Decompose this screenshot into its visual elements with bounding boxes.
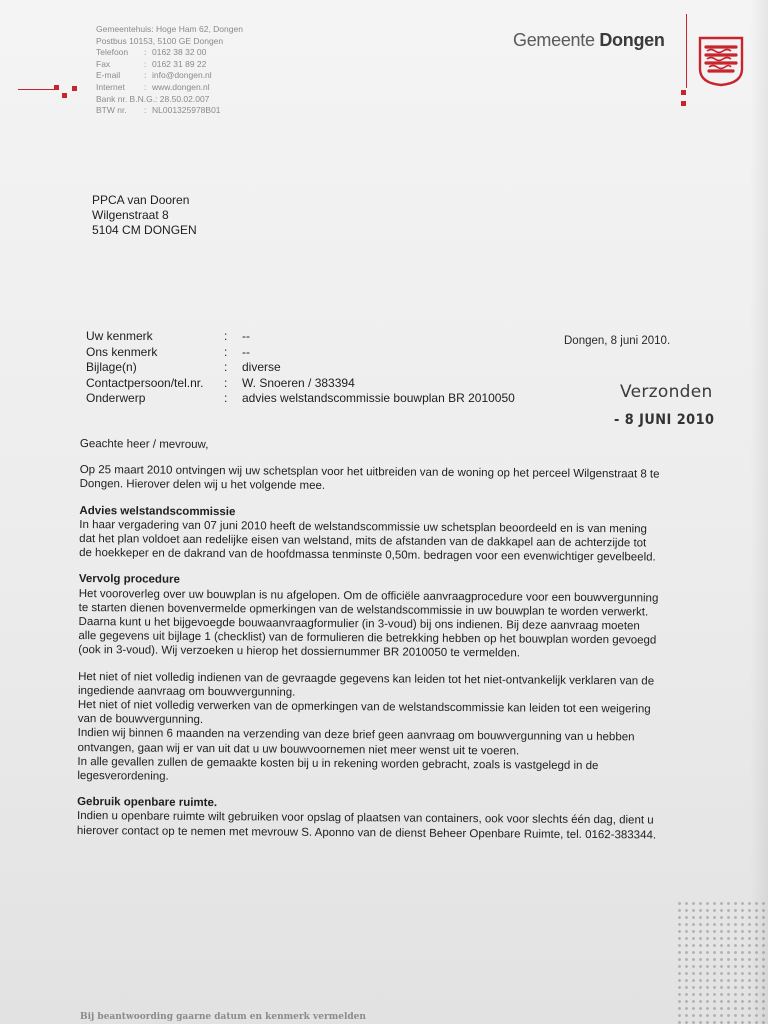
sent-stamp-date: - 8 JUNI 2010 — [614, 412, 715, 428]
sender-line-value: 0162 31 89 22 — [152, 58, 207, 69]
recipient-name: PPCA van Dooren — [92, 193, 190, 207]
sender-line-sep: : — [144, 58, 147, 69]
reference-colon: : — [224, 375, 228, 390]
reference-colon: : — [224, 344, 228, 359]
section-heading-public-space: Gebruik openbare ruimte. — [77, 796, 218, 810]
sender-line — [96, 47, 243, 59]
consequence-line: Indien wij binnen 6 maanden na verzending van deze brief geen aanvraag om bouwvergunning van u hebben ontvangen, gaan wij er van uit dat u uw bouwvoornemen niet meer wenst uit te voeren. — [77, 727, 635, 758]
recipient-city: 5104 CM DONGEN — [92, 223, 197, 237]
sender-line-text: Bank nr. B.N.G.: 28.50.02.007 — [96, 93, 210, 104]
reference-row — [86, 376, 515, 392]
sender-line-key: Internet — [96, 81, 125, 92]
salutation: Geachte heer / mevrouw, — [79, 437, 209, 452]
sender-line — [96, 82, 243, 94]
sender-address-block — [96, 24, 243, 117]
municipality-logo-text — [513, 30, 665, 51]
reference-row — [86, 360, 515, 376]
letter-body — [77, 437, 660, 854]
reference-row — [86, 391, 515, 407]
reference-value: -- — [242, 344, 250, 359]
reference-label: Uw kenmerk — [86, 329, 153, 343]
advice-paragraph: In haar vergadering van 07 juni 2010 heeft de welstandscommissie uw schetsplan beoordeeld en is van mening dat het plan voldoet aan redelijke eisen van welstand, mits de afstanden van de dakkapel aan de achterzijde tot de hoekkeper en de dakrand van de hoofdmassa tenminste 0,50m. bedragen voor een evenwichtiger gevelbeeld. — [79, 518, 656, 564]
reference-colon: : — [224, 391, 228, 405]
municipality-crest-icon — [697, 35, 745, 87]
consequence-line: Het niet of niet volledig indienen van de gevraagde gegevens kan leiden tot het niet-ontvankelijk verklaren van de ingediende aanvraag om bouwvergunning. — [77, 670, 655, 699]
reference-label: Onderwerp — [86, 391, 146, 405]
letterhead-red-square — [54, 85, 59, 90]
sender-line-value: 0162 38 32 00 — [152, 47, 207, 58]
sender-line — [96, 105, 243, 117]
brand-prefix: Gemeente — [513, 30, 600, 50]
sender-line-sep: : — [144, 47, 147, 58]
sent-stamp-label: Verzonden — [620, 382, 713, 402]
sender-line — [96, 94, 243, 106]
consequence-line: In alle gevallen zullen de gemaakte kosten bij u in rekening worden gebracht, zoals is vastgelegd in de legesverordening. — [77, 755, 599, 783]
reference-row — [86, 329, 515, 345]
letter-date: Dongen, 8 juni 2010. — [564, 335, 671, 347]
reference-block — [86, 329, 515, 407]
sender-line-key: Telefoon — [96, 47, 129, 58]
recipient-address — [92, 193, 197, 238]
section-heading-advice: Advies welstandscommissie — [79, 504, 236, 518]
sender-line-key: E-mail — [96, 70, 121, 81]
reference-value: -- — [242, 329, 250, 343]
procedure-paragraph: Het vooroverleg over uw bouwplan is nu afgelopen. Om de officiële aanvraagprocedure voor een bouwvergunning te starten dienen bovenvermelde opmerkingen van de welstandscommissie in uw bouwplan te worden verwerkt. Daarna kunt u het bijgevoegde bouwaanvraagformulier (in 3-voud) bij ons indienen. Bij deze aanvraag moeten alle gegevens uit bijlage 1 (checklist) van de formulieren die betrekking hebben op het bouwplan worden gevoegd (ook in 3-voud). Wij verzoeken u hierop het dossiernummer BR 2010050 te vermelden. — [78, 587, 659, 660]
letterhead-red-rule — [18, 89, 56, 90]
reference-label: Bijlage(n) — [86, 360, 137, 374]
letterhead-red-square — [72, 86, 77, 91]
sender-line-sep: : — [144, 81, 147, 92]
sender-line-text: Gemeentehuis: Hoge Ham 62, Dongen — [96, 24, 243, 34]
sender-line-key: BTW nr. — [96, 105, 127, 116]
sender-line-value: info@dongen.nl — [152, 70, 212, 81]
recipient-street: Wilgenstraat 8 — [92, 208, 169, 222]
consequences-block — [77, 670, 658, 788]
sender-line — [96, 70, 243, 82]
logo-red-square — [681, 101, 686, 106]
public-space-paragraph: Indien u openbare ruimte wilt gebruiken voor opslag of plaatsen van containers, ook voor slechts één dag, dient u hierover contact op te nemen met mevrouw S. Aponno van de dienst Beheer Openbare Ruimte, tel. 0162-383344. — [76, 810, 657, 842]
letterhead-red-square — [62, 93, 67, 98]
sender-line-sep: : — [144, 70, 147, 81]
reference-colon: : — [224, 329, 228, 343]
sender-line — [96, 59, 243, 71]
reference-label: Ons kenmerk — [86, 344, 158, 359]
reference-row — [86, 345, 515, 361]
sender-line — [96, 24, 243, 36]
section-heading-procedure: Vervolg procedure — [78, 573, 180, 587]
sender-line-value: www.dongen.nl — [152, 81, 210, 92]
decorative-dot-pattern — [676, 900, 768, 1024]
sender-line-sep: : — [144, 105, 147, 116]
reference-colon: : — [224, 360, 228, 374]
logo-red-square — [681, 90, 686, 95]
consequence-line: Het niet of niet volledig verwerken van de opmerkingen van de welstandscommissie kan leiden tot een weigering van de bouwvergunning. — [77, 699, 651, 727]
sender-line-key: Fax — [96, 58, 111, 69]
sender-line — [96, 36, 243, 48]
brand-name: Dongen — [599, 30, 665, 50]
reference-value: diverse — [242, 360, 281, 374]
sender-line-value: NL001325978B01 — [152, 105, 221, 116]
intro-paragraph: Op 25 maart 2010 ontvingen wij uw schetsplan voor het uitbreiden van de woning op het perceel Wilgenstraat 8 te Dongen. Hierover delen wij u het volgende mee. — [79, 464, 660, 493]
footer-reply-note: Bij beantwoording gaarne datum en kenmerk vermelden — [80, 1012, 366, 1022]
reference-value: W. Snoeren / 383394 — [242, 375, 355, 390]
reference-value: advies welstandscommissie bouwplan BR 2010050 — [242, 391, 515, 405]
logo-red-rule — [686, 14, 687, 88]
sender-line-text: Postbus 10153, 5100 GE Dongen — [96, 35, 224, 46]
reference-label: Contactpersoon/tel.nr. — [86, 375, 204, 390]
paper-shadow — [750, 0, 768, 1024]
